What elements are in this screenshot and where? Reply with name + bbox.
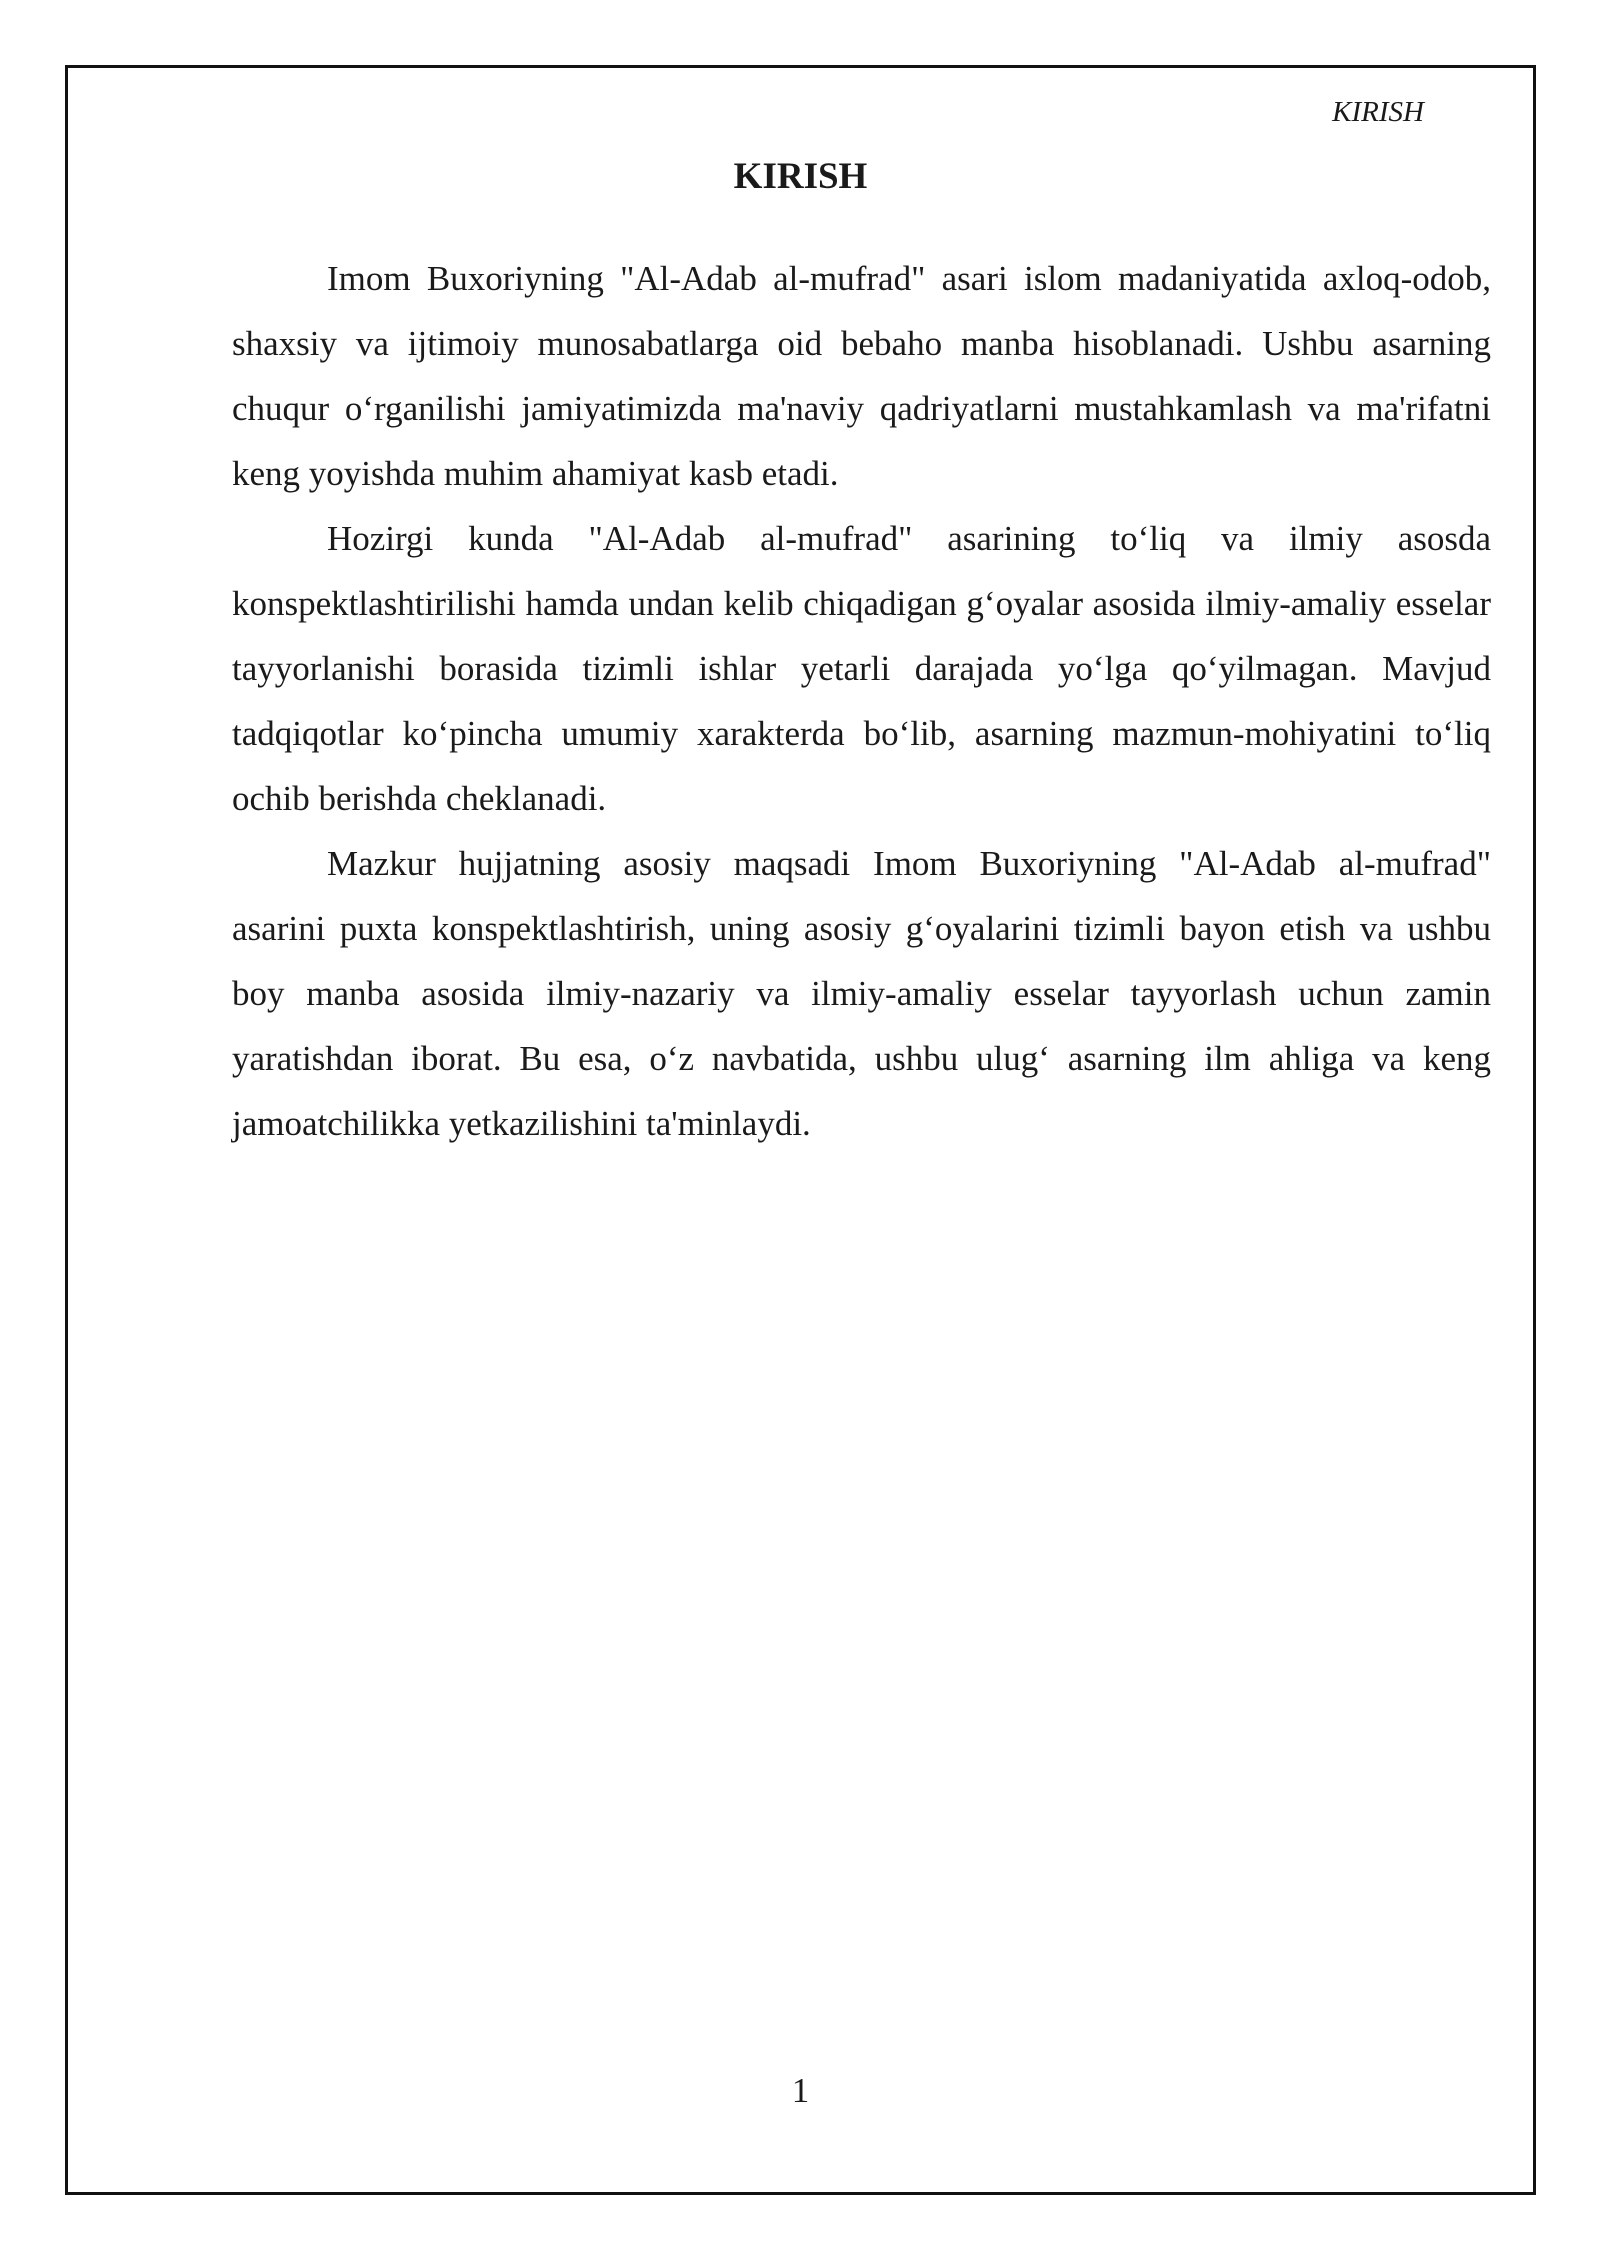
paragraph-1: Imom Buxoriyning "Al-Adab al-mufrad" asari islom madaniyatida axloq-odob, shaxsiy va ijtimoiy munosabatlarga oid bebaho manba hisoblanadi. Ushbu asarning chuqur o‘rganilishi jamiyatimizda ma'naviy qadriyatlarni mustahkamlash va ma'rifatni keng yoyishda muhim ahamiyat kasb etadi. — [232, 259, 1491, 493]
page-number: 1 — [791, 2071, 810, 2110]
page-title: KIRISH — [733, 156, 868, 197]
page-frame — [65, 65, 1536, 2195]
running-header: KIRISH — [1332, 96, 1424, 128]
paragraph-3: Mazkur hujjatning asosiy maqsadi Imom Buxoriyning "Al-Adab al-mufrad" asarini puxta konspektlashtirish, uning asosiy g‘oyalarini tizimli bayon etish va ushbu boy manba asosida ilmiy-nazariy va ilmiy-amaliy esselar tayyorlash uchun zamin yaratishdan iborat. Bu esa, o‘z navbatida, ushbu ulug‘ asarning ilm ahliga va keng jamoatchilikka yetkazilishini ta'minlaydi. — [232, 844, 1491, 1143]
body-text — [232, 246, 1491, 1156]
paragraph-2: Hozirgi kunda "Al-Adab al-mufrad" asarining to‘liq va ilmiy asosda konspektlashtirilishi hamda undan kelib chiqadigan g‘oyalar asosida ilmiy-amaliy esselar tayyorlanishi borasida tizimli ishlar yetarli darajada yo‘lga qo‘yilmagan. Mavjud tadqiqotlar ko‘pincha umumiy xarakterda bo‘lib, asarning mazmun-mohiyatini to‘liq ochib berishda cheklanadi. — [232, 519, 1491, 818]
